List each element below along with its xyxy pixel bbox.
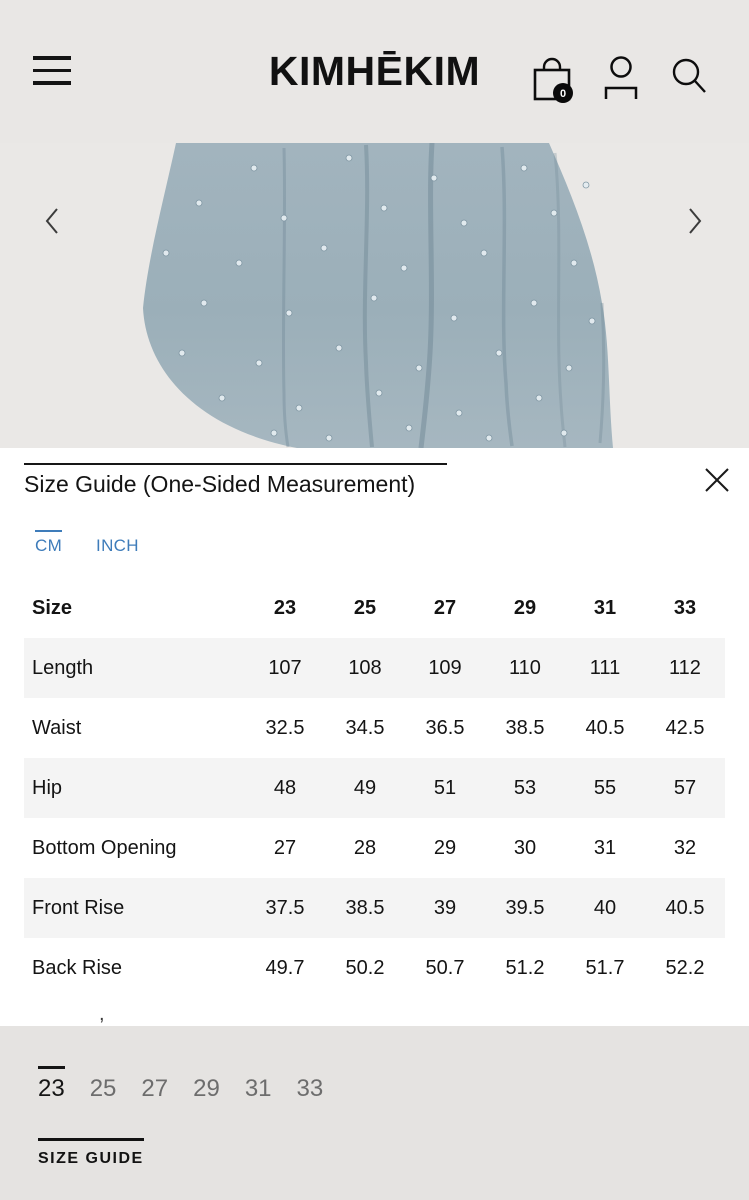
brand-logo[interactable]: KIMHĒKIM [268,48,481,94]
modal-title-wrap [24,463,447,498]
chevron-left-icon [42,206,62,236]
product-image-jeans [134,143,614,448]
size-option-29[interactable]: 29 [193,1066,220,1103]
shopping-bag-icon [531,55,573,103]
size-table [24,578,725,998]
column-header: Size [32,596,73,619]
unit-tabs [35,530,139,556]
cart-count: 0 [559,88,567,100]
obscured-text-remnant: , [99,1003,105,1025]
header-icons [531,55,709,106]
table-row: Hip 48 49 51 53 55 57 [24,758,725,818]
table-row: Waist 32.5 34.5 36.5 38.5 40.5 42.5 [24,698,725,758]
size-option-27[interactable]: 27 [141,1066,168,1103]
close-icon [703,466,731,494]
account-button[interactable] [601,55,641,104]
person-icon [601,55,641,101]
magnifier-icon [669,55,709,101]
carousel-prev-button[interactable] [34,203,70,241]
search-button[interactable] [669,55,709,104]
table-row: Front Rise 37.5 38.5 39 39.5 40 40.5 [24,878,725,938]
size-selector [38,1066,323,1103]
header [0,0,749,143]
cart-button[interactable] [531,55,573,106]
table-row: Length 107 108 109 110 111 112 [24,638,725,698]
size-option-31[interactable]: 31 [245,1066,272,1103]
table-row: Back Rise 49.7 50.2 50.7 51.2 51.7 52.2 [24,938,725,998]
size-guide-link[interactable]: SIZE GUIDE [38,1138,144,1168]
table-header-row: Size 23 25 27 29 31 33 [24,578,725,638]
size-option-33[interactable]: 33 [297,1066,324,1103]
product-gallery [0,143,749,448]
modal-title: Size Guide (One-Sided Measurement) [24,463,447,498]
size-option-25[interactable]: 25 [90,1066,117,1103]
tab-cm[interactable]: CM [35,530,62,556]
product-info-section [0,1026,749,1200]
carousel-next-button[interactable] [677,203,713,241]
chevron-right-icon [685,206,705,236]
tab-inch[interactable]: INCH [96,530,139,556]
size-option-23[interactable]: 23 [38,1066,65,1103]
size-guide-modal [0,448,749,1026]
close-button[interactable] [701,465,733,497]
table-row: Bottom Opening 27 28 29 30 31 32 [24,818,725,878]
